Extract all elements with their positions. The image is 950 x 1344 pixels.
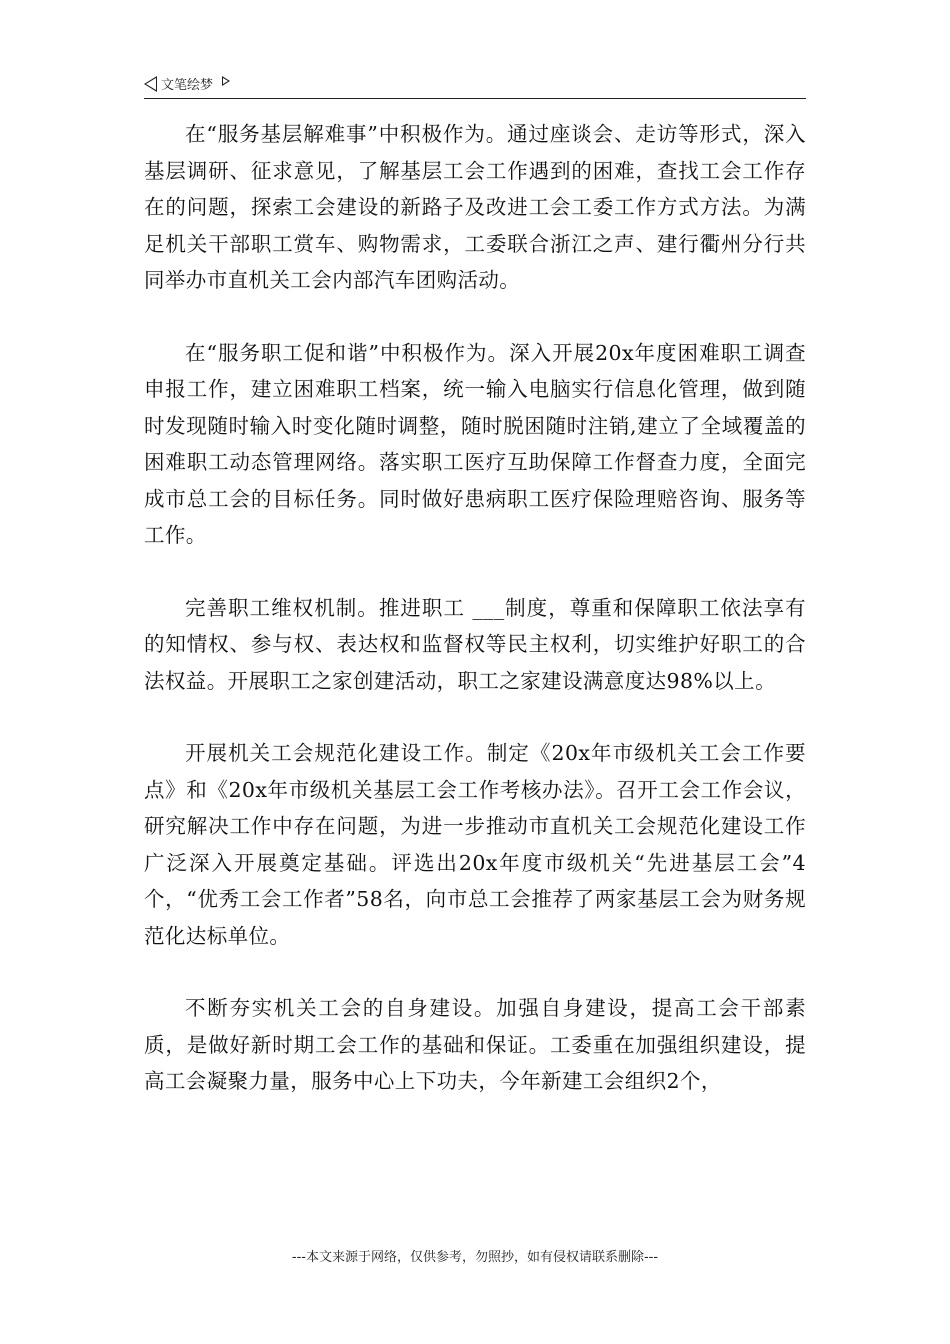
document-body [144, 116, 806, 1136]
triangle-right-icon [222, 76, 230, 86]
paragraph-4: 开展机关工会规范化建设工作。制定《20x年市级机关工会工作要点》和《20x年市级机关基层工会工作考核办法》。召开工会工作会议，研究解决工作中存在问题，为进一步推动市直机关工会规范化建设工作广泛深入开展奠定基础。评选出20x年度市级机关“先进基层工会”4个，“优秀工会工作者”58名，向市总工会推荐了两家基层工会为财务规范化达标单位。 [144, 741, 806, 948]
triangle-left-icon [144, 76, 157, 92]
page-footer: ---本文来源于网络，仅供参考，勿照抄，如有侵权请联系删除--- [291, 1250, 659, 1265]
paragraph-3: 完善职工维权机制。推进职工 ___制度，尊重和保障职工依法享有的知情权、参与权、表达权和监督权等民主权利，切实维护好职工的合法权益。开展职工之家创建活动，职工之家建设满意度达98%以上。 [144, 595, 806, 693]
page-header [144, 72, 806, 99]
paragraph-1: 在“服务基层解难事”中积极作为。通过座谈会、走访等形式，深入基层调研、征求意见，了解基层工会工作遇到的困难，查找工会工作存在的问题，探索工会建设的新路子及改进工会工委工作方式方法。为满足机关干部职工赏车、购物需求，工委联合浙江之声、建行衢州分行共同举办市直机关工会内部汽车团购活动。 [144, 122, 806, 292]
header-brand-group [144, 74, 230, 93]
header-brand: 文笔绘梦 [161, 78, 214, 93]
paragraph-2: 在“服务职工促和谐”中积极作为。深入开展20x年度困难职工调查申报工作，建立困难职工档案，统一输入电脑实行信息化管理，做到随时发现随时输入时变化随时调整，随时脱困随时注销,建立了全域覆盖的困难职工动态管理网络。落实职工医疗互助保障工作督查力度，全面完成市总工会的目标任务。同时做好患病职工医疗保险理赔咨询、服务等工作。 [144, 340, 806, 547]
paragraph-5: 不断夯实机关工会的自身建设。加强自身建设，提高工会干部素质，是做好新时期工会工作的基础和保证。工委重在加强组织建设，提高工会凝聚力量，服务中心上下功夫，今年新建工会组织2个， [144, 996, 806, 1093]
